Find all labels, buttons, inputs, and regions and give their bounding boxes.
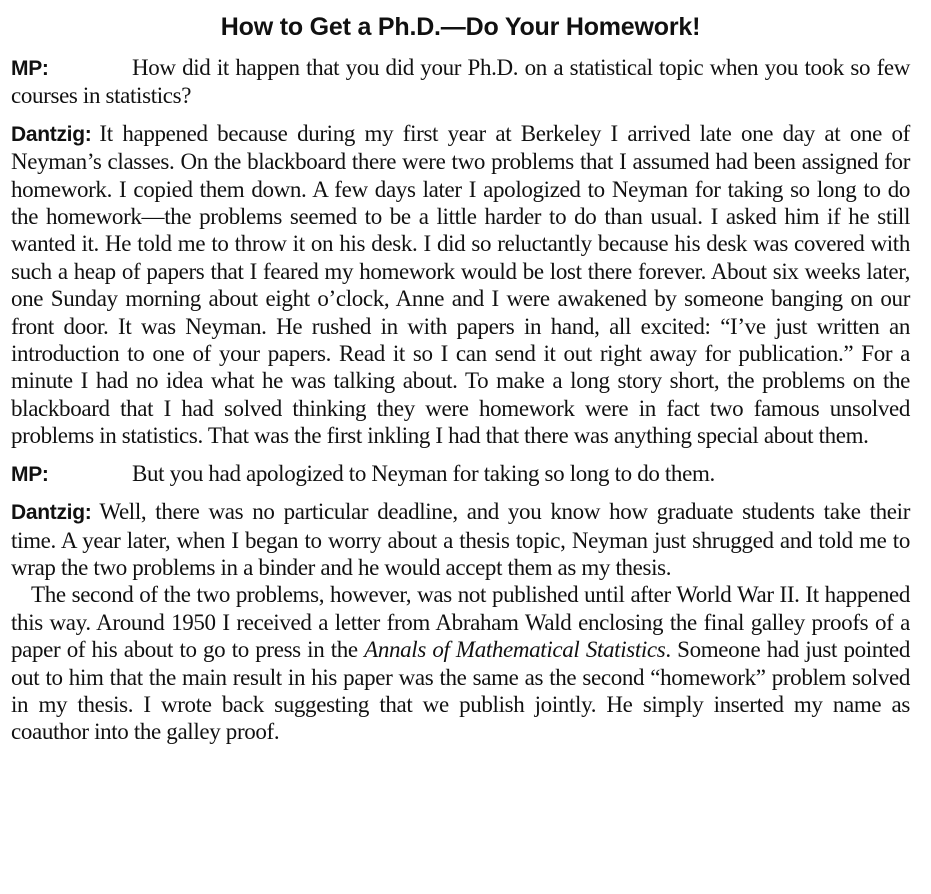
continuation-text-start: The second of the two problems, however, was not published until after World War II. It happened this way. Around 1950 I received a letter from Abraham Wald enclosing the final galley proofs of a paper of his about to go to press in the — [11, 582, 910, 663]
speech-text: Well, there was no particular deadline, and you know how graduate students take their time. A year later, when I began to worry about a thesis topic, Neyman just shrugged and told me to wrap the two problems in a binder and he would accept them as my thesis. — [11, 499, 910, 580]
speaker-label: MP: — [11, 57, 49, 80]
journal-title: Annals of Mathematical Statistics — [364, 637, 666, 663]
exchange-mp-2 — [11, 460, 910, 488]
exchange-dantzig-1 — [11, 120, 910, 450]
speech-text: How did it happen that you did your Ph.D. on a statistical topic when you took so few courses in statistics? — [11, 55, 910, 109]
continuation-text-end: . Someone had just pointed out to him that the main result in his paper was the same as the second “homework” problem solved in my thesis. I wrote back suggesting that we publish jointly. He simply inserted my name as coauthor into the galley proof. — [11, 637, 910, 745]
document-page — [11, 0, 910, 746]
exchange-dantzig-2 — [11, 498, 910, 581]
exchange-mp-1 — [11, 54, 910, 110]
speaker-label: MP: — [11, 462, 49, 486]
speech-text: But you had apologized to Neyman for taking so long to do them. — [132, 460, 715, 486]
section-title: How to Get a Ph.D.—Do Your Homework! — [220, 13, 701, 41]
continuation-paragraph — [11, 581, 910, 745]
speech-text: It happened because during my first year at Berkeley I arrived late one day at one of Neyman’s classes. On the blackboard there were two problems that I assumed had been assigned for homework. I copied them down. A few days later I apologized to Neyman for taking so long to do the homework—the problems seemed to be a little harder to do than usual. I asked him if he still wanted it. He told me to throw it on his desk. I did so reluctantly because his desk was covered with such a heap of papers that I feared my homework would be lost there forever. About six weeks later, one Sunday morning about eight o’clock, Anne and I were awakened by someone banging on our front door. It was Neyman. He rushed in with papers in hand, all excited: “I’ve just written an introduction to one of your papers. Read it so I can send it out right away for publication.” For a minute I had no idea what he was talking about. To make a long story short, the problems on the blackboard that I had solved thinking they were homework were in fact two famous unsolved problems in statistics. That was the first inkling I had that there was anything special about them. — [11, 120, 910, 449]
speaker-label: Dantzig: — [11, 122, 92, 146]
speaker-label: Dantzig: — [11, 501, 92, 525]
